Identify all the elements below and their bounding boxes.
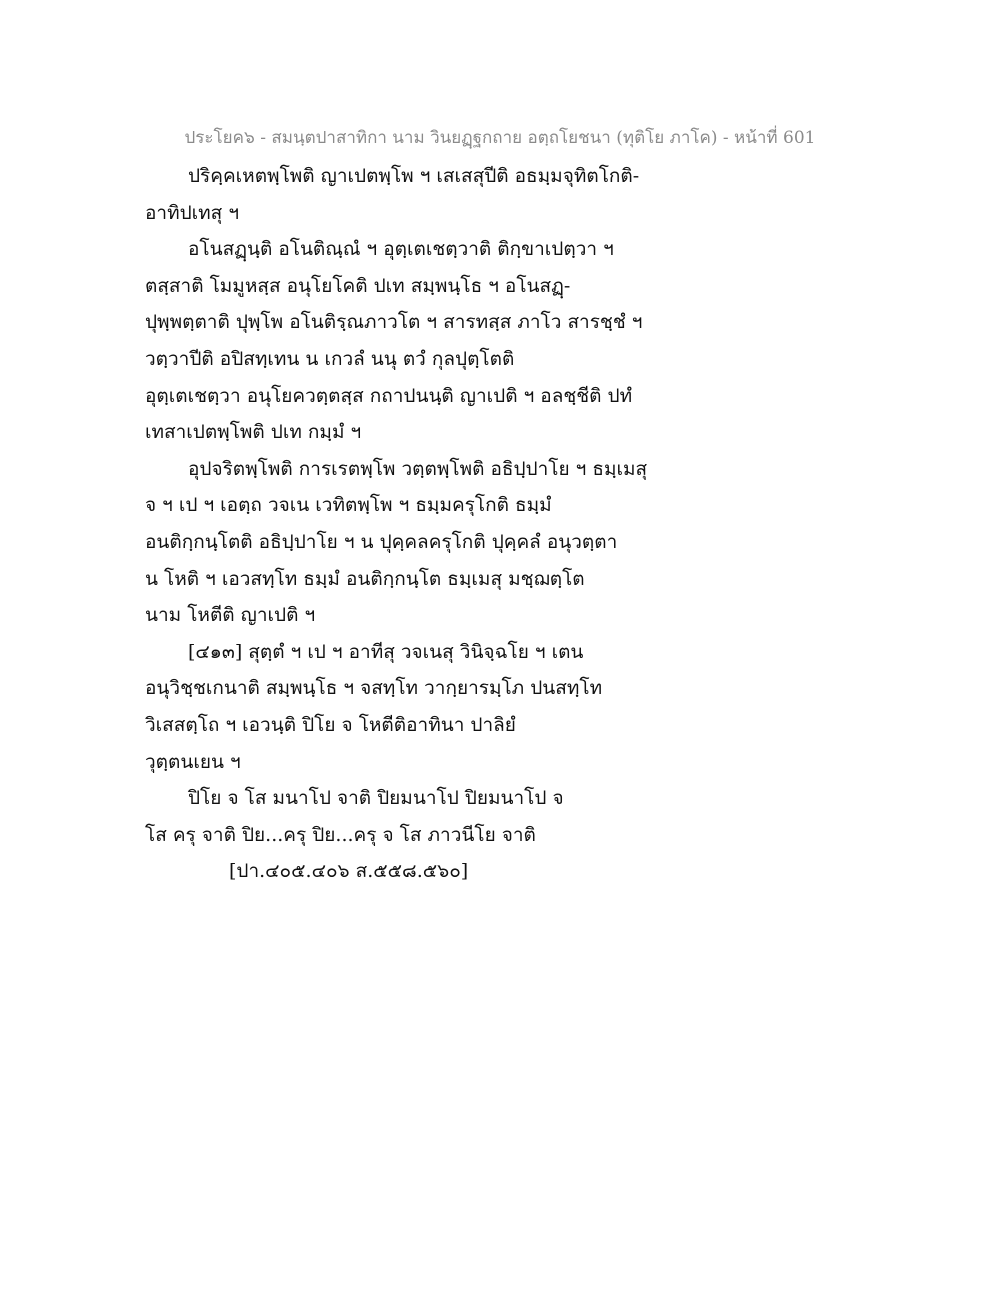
text-line: วตฺวาปีติ อปิสทฺเทน น เกวลํ นนุ ตวํ กุลปุตฺโตติ [145,347,515,370]
page-header: ประโยค๖ - สมนฺตปาสาทิกา นาม วินยฏฺฐกถาย อตฺถโยชนา (ทุติโย ภาโค) - หน้าที่ 601 [184,128,816,148]
text-line: ปริคฺคเหตพฺโพติ ญาเปตพฺโพ ฯ เสเสสุปีติ อธมฺมจุทิตโกติ- [188,165,640,187]
text-line: วุตฺตนเยน ฯ [145,750,241,773]
text-line: ปุพฺพตฺตาติ ปุพฺโพ อโนติรฺณภาวโต ฯ สารทสฺส ภาโว สารชฺชํ ฯ [145,311,643,334]
body-text [145,158,865,890]
text-line: อาทิปเทสุ ฯ [145,201,239,224]
text-line: จ ฯ เป ฯ เอตฺถ วจเน เวทิตพฺโพ ฯ ธมฺมครุโกติ ธมฺมํ [145,494,552,517]
text-line: อนติกฺกนฺโตติ อธิปฺปาโย ฯ น ปุคฺคลครุโกติ ปุคฺคลํ อนุวตฺตา [145,530,618,553]
text-line: [๔๑๓] สุตฺตํ ฯ เป ฯ อาทีสุ วจเนสุ วินิจฺฉโย ฯ เตน [188,640,584,663]
text-line: เทสาเปตพฺโพติ ปเท กมฺมํ ฯ [145,421,362,444]
text-line: นาม โหตีติ ญาเปติ ฯ [145,604,316,627]
text-line: อนุวิชฺชเกนาติ สมฺพนฺโธ ฯ จสทฺโท วากฺยารมฺโภ ปนสทฺโท [145,677,603,700]
text-line: ปิโย จ โส มนาโป จาติ ปิยมนาโป ปิยมนาโป จ [188,787,564,810]
text-line: ตสฺสาติ โมมูหสฺส อนุโยโคติ ปเท สมฺพนฺโธ ฯ อโนสฏฺ- [145,274,571,297]
text-line: อโนสฏฺนฺติ อโนติณฺณํ ฯ อุตฺเตเชตฺวาติ ติกฺขาเปตฺวา ฯ [188,238,614,261]
text-line: โส ครุ จาติ ปิย...ครุ ปิย...ครุ จ โส ภาวนีโย จาติ [145,823,536,846]
text-line: วิเสสตฺโถ ฯ เอวนฺติ ปิโย จ โหตีติอาทินา ปาลิยํ [145,713,516,736]
reference-line: [ปา.๔๐๕.๔๐๖ ส.๕๕๘.๕๖๐] [229,860,469,883]
text-line: อุปจริตพฺโพติ การเรตพฺโพ วตฺตพฺโพติ อธิปฺปาโย ฯ ธมฺเมสุ [188,457,648,480]
text-line: อุตฺเตเชตฺวา อนุโยควตฺตสฺส กถาปนนฺติ ญาเปติ ฯ อลชฺชีติ ปทํ [145,384,633,407]
text-line: น โหติ ฯ เอวสทฺโท ธมฺมํ อนติกฺกนฺโต ธมฺเมสุ มชฺฌตฺโต [145,567,585,590]
